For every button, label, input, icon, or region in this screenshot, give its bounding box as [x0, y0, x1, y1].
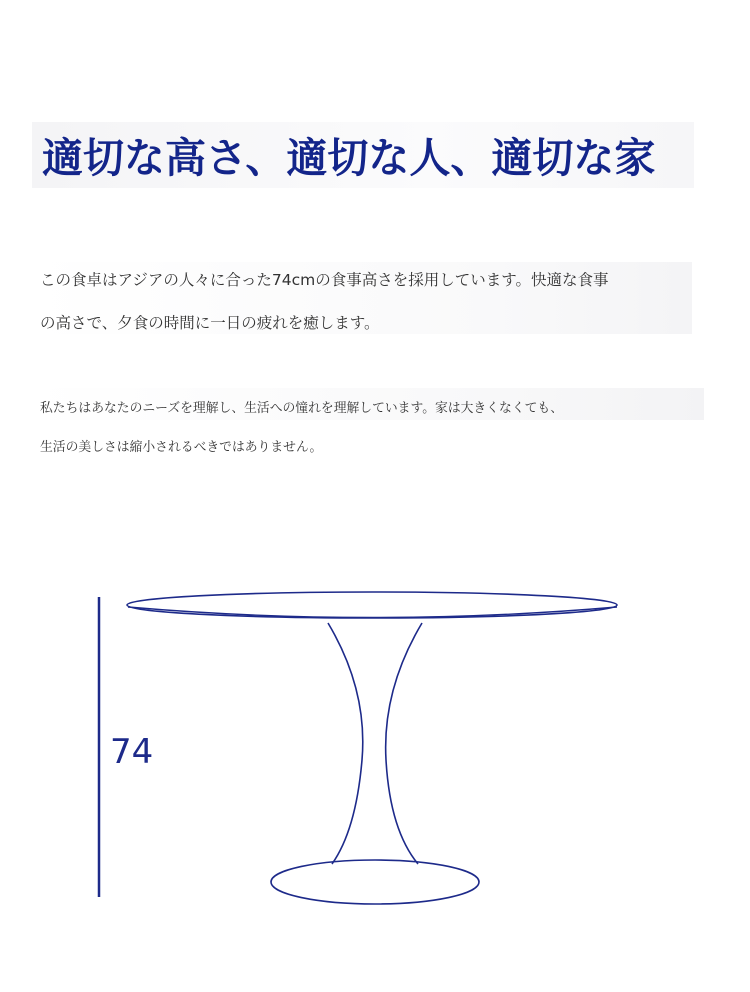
tabletop-outline	[127, 592, 617, 618]
pedestal-right-curve	[386, 623, 422, 864]
paragraph-1-line-1: この食卓はアジアの人々に合った74cmの食事高さを採用しています。快適な食事	[40, 271, 609, 289]
table-base-outline	[271, 860, 479, 904]
page-headline: 適切な高さ、適切な人、適切な家	[42, 134, 656, 182]
paragraph-1-line-2: の高さで、夕食の時間に一日の疲れを癒します。	[40, 314, 380, 332]
height-label: 74	[110, 732, 154, 772]
paragraph-2-line-2: 生活の美しさは縮小されるべきではありません。	[40, 440, 323, 455]
pedestal-left-curve	[328, 623, 363, 864]
paragraph-2-line-1: 私たちはあなたのニーズを理解し、生活への憧れを理解しています。家は大きくなくても、	[40, 401, 564, 416]
